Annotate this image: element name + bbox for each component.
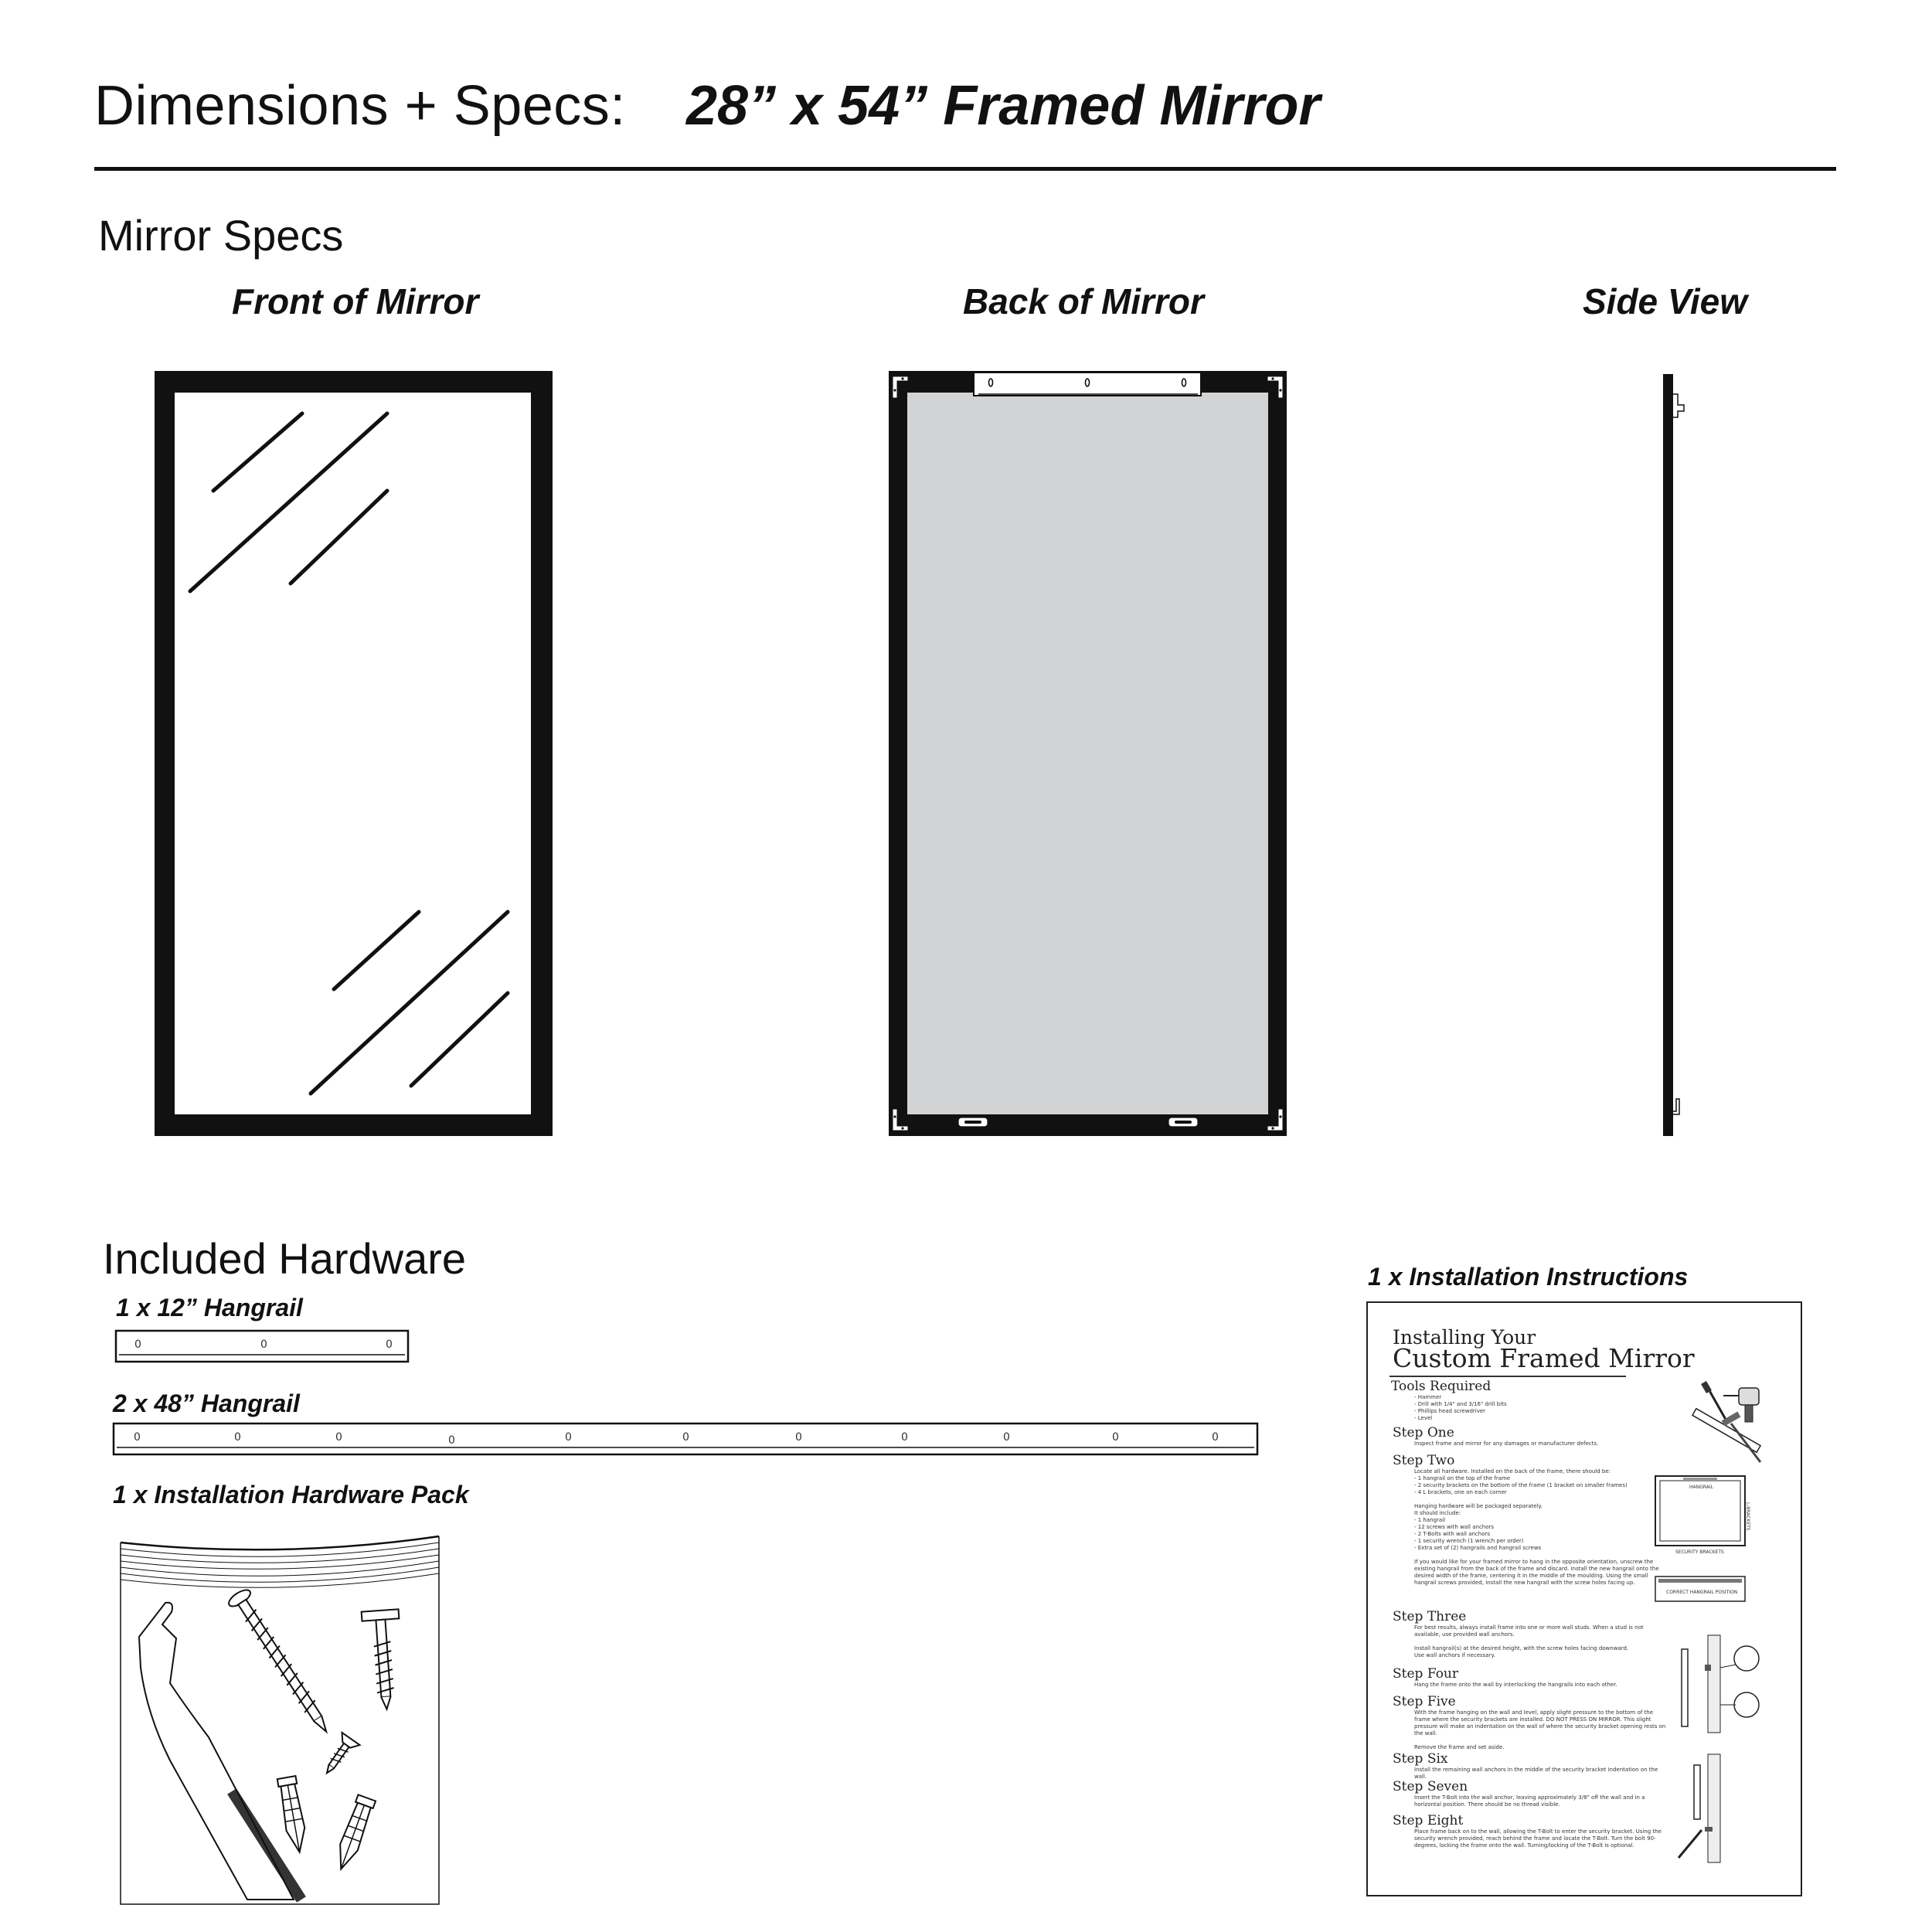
hangrail-48-label: 2 x 48” Hangrail (113, 1389, 300, 1417)
wall-install-diagrams (1674, 1634, 1767, 1866)
doc-step1-text: Inspect frame and mirror for any damages or manufacturer defects. (1414, 1440, 1599, 1447)
doc-step6-heading: Step Six (1393, 1751, 1448, 1767)
fig-security-text: SECURITY BRACKETS (1675, 1549, 1724, 1555)
doc-title-rule (1389, 1376, 1626, 1377)
hangrail-12-drawing (114, 1329, 411, 1365)
instructions-document (1366, 1301, 1802, 1896)
doc-step3-text: For best results, always install frame into one or more wall studs. When a stud is not available, use provided wall anchors. Install hangrail(s) at the desired height, with the screw holes facing downward. Use wall anchors if necessary. (1414, 1624, 1644, 1658)
page-title: Dimensions + Specs: (94, 75, 626, 137)
doc-step4-heading: Step Four (1393, 1666, 1458, 1682)
rail-hole: 0 (386, 1338, 393, 1351)
doc-step2-text: Locate all hardware. Installed on the back of the frame, there should be: - 1 hangrail on the top of the frame - 2 security brackets on the bottom of the frame (1 bracket on smaller frames) - 4 L brackets, one on each corner Hanging hardware will be packaged separately. It should include: - 1 hangrail - 12 screws with wall anchors - 2 T-Bolts with wall anchors - 1 security wrench (1 wrench per order) - Extra set of (2) hangrails and hangrail screws If you would like for your framed mirror to hang in the opposite orientation, unscrew the existing hangrail from the back of the frame and discard. Install the new hangrail onto the desired width of the frame, centering it in the middle of the moulding. Using the small hangrail screws provided, install the new hangrail with the screw holes facing up. (1414, 1468, 1659, 1586)
doc-title-line2: Custom Framed Mirror (1393, 1343, 1695, 1373)
doc-step7-text: Insert the T-Bolt into the wall anchor, leaving approximately 3/8" off the wall and in a horizontal position. There should be no thread visible. (1414, 1794, 1645, 1808)
back-view-label: Back of Mirror (963, 281, 1204, 321)
rail-hole: 0 (234, 1431, 241, 1444)
doc-step6-text: Install the remaining wall anchors in the middle of the security bracket indentation on the wall. (1414, 1767, 1658, 1780)
side-view-drawing (1646, 363, 1692, 1144)
tools-illustration (1685, 1377, 1785, 1470)
instructions-label: 1 x Installation Instructions (1368, 1263, 1689, 1291)
doc-title-line1: Installing Your (1393, 1326, 1536, 1349)
product-title: 28” x 54” Framed Mirror (686, 75, 1321, 137)
rail-hole: 0 (134, 1431, 141, 1444)
front-view-label: Front of Mirror (232, 281, 479, 321)
rail-hole: 0 (260, 1338, 267, 1351)
rail-hole: 0 (134, 1338, 141, 1351)
rail-hole: 0 (335, 1431, 342, 1444)
doc-step8-text: Place frame back on to the wall, allowing the T-Bolt to enter the security bracket. Using the security wrench provided, reach behind the frame and locate the T-Bolt. Turn the bolt 90-degrees, locking the frame onto the wall. Turning/locking of the T-Bolt is optional. (1414, 1828, 1662, 1849)
side-view-label: Side View (1583, 281, 1748, 321)
hangrail-position-diagram (1652, 1575, 1753, 1606)
rail-hole: 0 (795, 1431, 802, 1444)
hangrail-12-label: 1 x 12” Hangrail (116, 1294, 303, 1321)
hangrail-48-drawing (112, 1422, 1260, 1458)
rail-hole: 0 (1112, 1431, 1119, 1444)
doc-step5-text: With the frame hanging on the wall and level, apply slight pressure to the bottom of the frame where the security brackets are installed. DO NOT PRESS ON MIRROR. This slight pressure will make an indentation on the wall of where the security bracket opening rests on the wall. Remove the frame and set aside. (1414, 1709, 1666, 1750)
doc-step8-heading: Step Eight (1393, 1813, 1464, 1828)
rail-hole: 0 (682, 1431, 689, 1444)
rail-hole: 0 (1212, 1431, 1219, 1444)
front-mirror-drawing (147, 363, 564, 1144)
rail-hole: 0 (901, 1431, 908, 1444)
mirror-specs-heading: Mirror Specs (98, 211, 344, 260)
hardware-pack-label: 1 x Installation Hardware Pack (113, 1481, 469, 1509)
back-mirror-drawing (881, 363, 1298, 1144)
frame-diagram (1652, 1471, 1753, 1556)
hardware-pack-drawing (116, 1529, 444, 1909)
doc-step4-text: Hang the frame onto the wall by interlocking the hangrails into each other. (1414, 1682, 1617, 1688)
header-divider (94, 167, 1836, 171)
rail-hole: 0 (1003, 1431, 1010, 1444)
doc-step2-heading: Step Two (1393, 1453, 1455, 1468)
doc-step1-heading: Step One (1393, 1425, 1454, 1440)
rail-hole: 0 (565, 1431, 572, 1444)
rail-hole: 0 (448, 1434, 455, 1447)
doc-step5-heading: Step Five (1393, 1694, 1456, 1709)
doc-step3-heading: Step Three (1393, 1609, 1467, 1624)
included-hardware-heading: Included Hardware (103, 1234, 467, 1283)
fig-correct-text: CORRECT HANGRAIL POSITION (1666, 1590, 1738, 1595)
doc-step7-heading: Step Seven (1393, 1779, 1468, 1794)
doc-tools-list: - Hammer - Drill with 1/4" and 3/16" drill bits - Phillips head screwdriver - Level (1414, 1394, 1507, 1421)
fig-brackets-text: L-BRACKETS (1745, 1502, 1750, 1531)
fig-hangrail-text: HANGRAIL (1689, 1485, 1713, 1490)
doc-tools-heading: Tools Required (1391, 1379, 1492, 1394)
